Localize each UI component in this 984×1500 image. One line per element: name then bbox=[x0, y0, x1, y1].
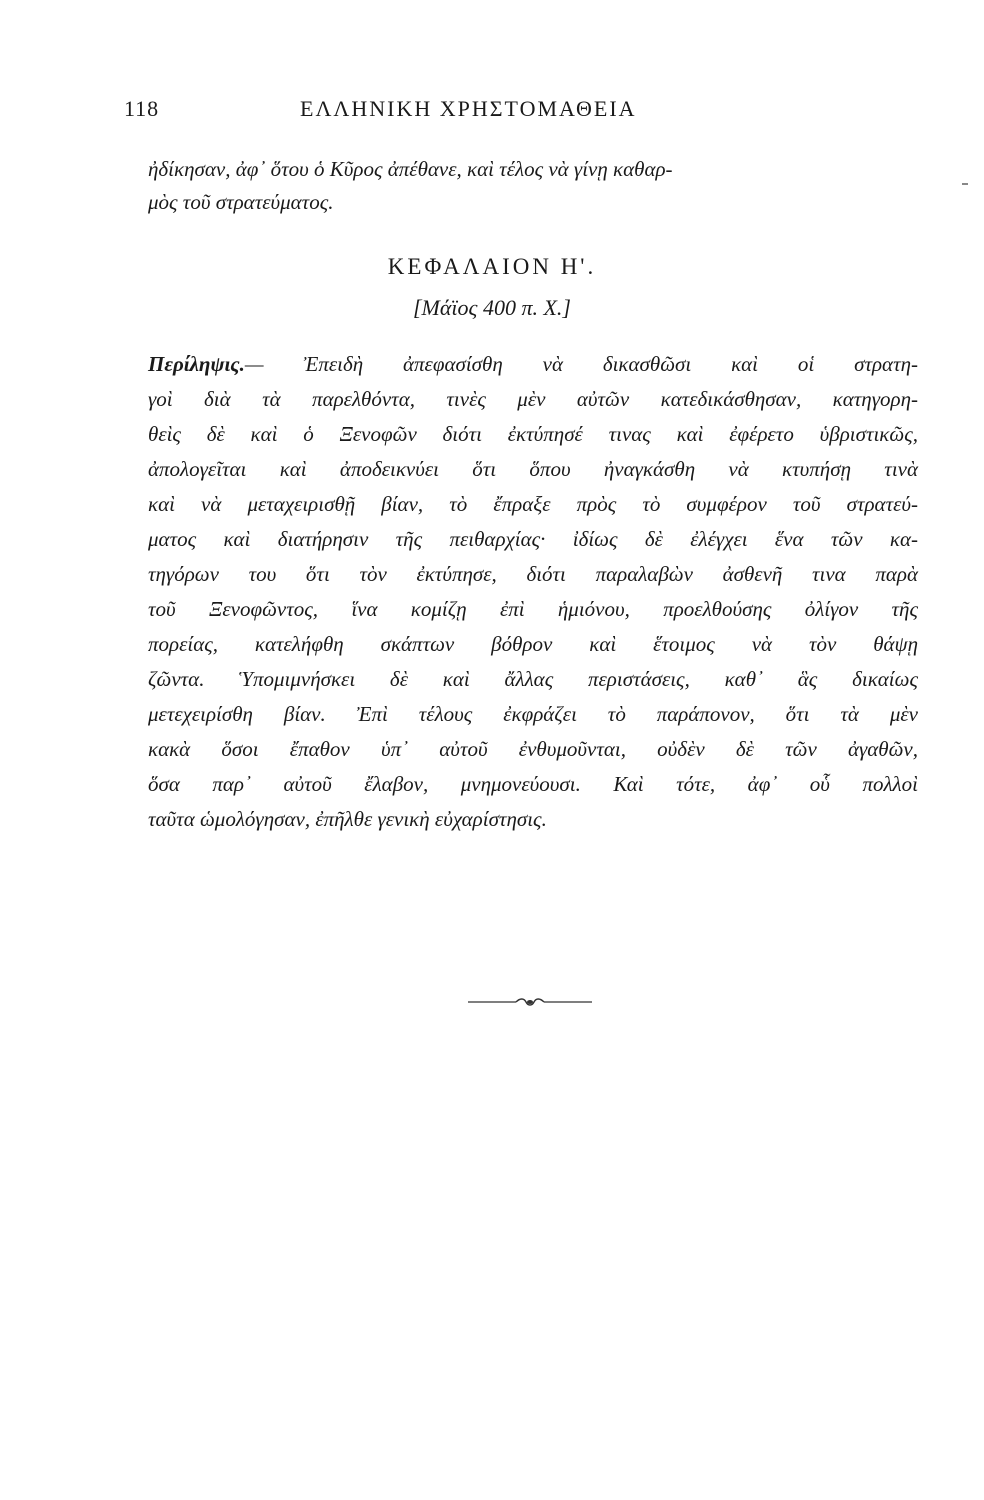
summary-text: — Ἐπειδὴ ἀπεφασίσθη νὰ δικασθῶσι καὶ οἱ στρατη- bbox=[244, 352, 918, 376]
summary-line: ματος καὶ διατήρησιν τῆς πειθαρχίας· ἰδίως δὲ ἐλέγχει ἕνα τῶν κα- bbox=[148, 527, 918, 551]
summary-line bbox=[148, 352, 918, 377]
chapter-date: [Μάϊος 400 π. Χ.] bbox=[413, 295, 571, 320]
summary-line: πορείας, κατελήφθη σκάπτων βόθρον καὶ ἕτοιμος νὰ τὸν θάψῃ bbox=[148, 632, 918, 656]
summary-line: γοὶ διὰ τὰ παρελθόντα, τινὲς μὲν αὐτῶν κατεδικάσθησαν, κατηγορη- bbox=[148, 387, 918, 411]
summary-line: θεὶς δὲ καὶ ὁ Ξενοφῶν διότι ἐκτύπησέ τινας καὶ ἐφέρετο ὑβριστικῶς, bbox=[148, 422, 918, 446]
ornament-divider-icon bbox=[468, 998, 592, 1006]
margin-mark bbox=[962, 183, 968, 185]
summary-line: τοῦ Ξενοφῶντος, ἵνα κομίζῃ ἐπὶ ἡμιόνου, προελθούσης ὀλίγον τῆς bbox=[148, 597, 918, 621]
summary-label: Περίληψις. bbox=[148, 352, 245, 376]
continuation-line: ἠδίκησαν, ἀφ᾽ ὅτου ὁ Κῦρος ἀπέθανε, καὶ τέλος νὰ γίνῃ καθαρ- bbox=[148, 157, 673, 181]
summary-line: ὅσα παρ᾽ αὐτοῦ ἔλαβον, μνημονεύουσι. Καὶ τότε, ἀφ᾽ οὗ πολλοὶ bbox=[148, 772, 918, 796]
running-title: ΕΛΛΗΝΙΚΗ ΧΡΗΣΤΟΜΑΘΕΙΑ bbox=[300, 96, 637, 121]
chapter-title: ΚΕΦΑΛΑΙΟΝ Η'. bbox=[387, 254, 597, 279]
summary-line: μετεχειρίσθη βίαν. Ἐπὶ τέλους ἐκφράζει τὸ παράπονον, ὅτι τὰ μὲν bbox=[148, 702, 918, 726]
summary-line: τηγόρων του ὅτι τὸν ἐκτύπησε, διότι παραλαβὼν ἀσθενῆ τινα παρὰ bbox=[148, 562, 918, 586]
summary-line: ταῦτα ὡμολόγησαν, ἐπῆλθε γενικὴ εὐχαρίστησις. bbox=[148, 807, 547, 831]
summary-line: ἀπολογεῖται καὶ ἀποδεικνύει ὅτι ὅπου ἠναγκάσθη νὰ κτυπήσῃ τινὰ bbox=[148, 457, 918, 481]
continuation-line: μὸς τοῦ στρατεύματος. bbox=[148, 190, 334, 214]
page-number: 118 bbox=[124, 96, 160, 121]
summary-line: κακὰ ὅσοι ἔπαθον ὑπ᾽ αὐτοῦ ἐνθυμοῦνται, οὐδὲν δὲ τῶν ἀγαθῶν, bbox=[148, 737, 918, 761]
summary-line: καὶ νὰ μεταχειρισθῇ βίαν, τὸ ἔπραξε πρὸς τὸ συμφέρον τοῦ στρατεύ- bbox=[148, 492, 918, 516]
summary-line: ζῶντα. Ὑπομιμνήσκει δὲ καὶ ἄλλας περιστάσεις, καθ᾽ ἃς δικαίως bbox=[148, 667, 918, 691]
